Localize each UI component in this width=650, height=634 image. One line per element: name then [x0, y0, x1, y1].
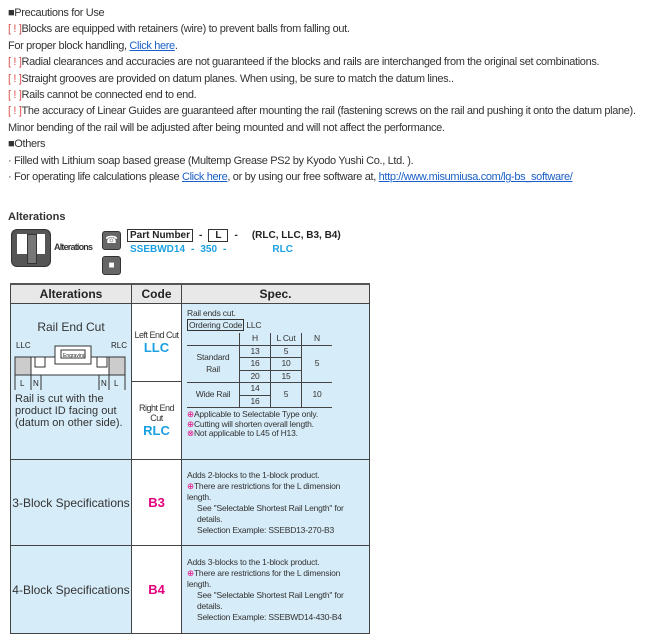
- rail-end-cut-spec: [182, 304, 370, 460]
- code-llc: [132, 304, 182, 382]
- precaution-item: [ ! ]Rails cannot be connected end to end.: [8, 89, 197, 102]
- dash: -: [191, 244, 195, 255]
- warning-mark: [ ! ]: [8, 23, 22, 36]
- precaution-item: [ ! ]Straight grooves are provided on datum planes. When using, be sure to match the datum lines..: [8, 72, 454, 85]
- precaution-item: [ ! ]The accuracy of Linear Guides are guaranteed after mounting the rail (fastening screws on the rail and pushing it onto the datum plane).: [8, 105, 636, 118]
- llc-label: LLC: [16, 341, 31, 350]
- grease-note: · Filled with Lithium soap based grease (Multemp Grease PS2 by Kyodo Yushi Co., Ltd. ).: [8, 154, 414, 167]
- b3-name: 3-Block Specifications: [11, 460, 132, 546]
- warning-mark: [ ! ]: [8, 56, 22, 69]
- header-code: Code: [132, 284, 182, 304]
- dash: -: [199, 230, 203, 241]
- rail-end-cut-description: Rail is cut with the product ID facing out (datum on other side).: [15, 393, 123, 429]
- b3-code: B3: [132, 460, 182, 546]
- b4-name: 4-Block Specifications: [11, 546, 132, 634]
- life-calc-line: · For operating life calculations please Click here, or by using our free software at, http://www.misumiusa.com/lg-bs_software/: [8, 171, 573, 184]
- cell: 13: [240, 345, 271, 358]
- precaution-item: [ ! ]Radial clearances and accuracies are not guaranteed if the blocks and rails are interchanged from the original set combinations.: [8, 56, 600, 69]
- part-number-example: [130, 244, 293, 255]
- software-link[interactable]: http://www.misumiusa.com/lg-bs_software/: [378, 171, 573, 184]
- cell: 14: [240, 383, 271, 396]
- rail-end-cut-title: Rail End Cut: [37, 320, 105, 334]
- prohibited-icon: ⊗: [187, 428, 194, 438]
- cell: 10: [302, 383, 333, 408]
- rail-cut-table: [187, 333, 332, 408]
- truck-icon: ■: [102, 256, 121, 275]
- rail-end-cut-cell: [11, 304, 132, 460]
- part-number-format: [127, 229, 341, 242]
- cell: 15: [271, 370, 302, 383]
- rlc-code: RLC: [143, 423, 170, 438]
- code-rlc: [132, 382, 182, 460]
- ordering-code-label: Ordering Code: [189, 319, 243, 330]
- info-icon: ⊕: [187, 480, 194, 491]
- l-dim-label: L: [20, 379, 25, 388]
- cell: 5: [302, 345, 333, 383]
- alterations-title: Alterations: [8, 211, 66, 223]
- left-end-cut-label: Left End Cut: [134, 330, 179, 340]
- l-dim-label: L: [114, 379, 119, 388]
- th-h: H: [240, 333, 271, 345]
- n-dim-label: N: [101, 379, 107, 388]
- right-end-cut-label: Right End Cut: [138, 403, 175, 423]
- dash: -: [223, 244, 227, 255]
- precautions-section: [8, 5, 648, 185]
- alterations-drill-icon: [11, 229, 51, 267]
- header-alterations: Alterations: [11, 284, 132, 304]
- b3-spec: Adds 2-blocks to the 1-block product. ⊕There are restrictions for the L dimension length. See "Selectable Shortest Rail Length" for details. Selection Example: SSEBD13-270-B3: [182, 460, 370, 546]
- ordering-code-value: LLC: [246, 319, 262, 330]
- life-calc-link[interactable]: Click here: [181, 171, 228, 184]
- warning-mark: [ ! ]: [8, 72, 22, 85]
- header-spec: Spec.: [182, 284, 370, 304]
- phone-icon: ☎: [102, 231, 121, 250]
- precaution-item: [ ! ]Blocks are equipped with retainers (wire) to prevent balls from falling out.: [8, 23, 350, 36]
- options-list: (RLC, LLC, B3, B4): [251, 230, 341, 241]
- alterations-icon-label: Alterations: [54, 242, 93, 252]
- others-heading: ■Others: [8, 138, 46, 151]
- cell: 10: [271, 358, 302, 371]
- b4-code: B4: [132, 546, 182, 634]
- warning-mark: [ ! ]: [8, 105, 22, 118]
- cell: 16: [240, 395, 271, 408]
- rail-end-cut-diagram: [11, 338, 129, 390]
- cell: 16: [240, 358, 271, 371]
- example-code: RLC: [272, 244, 293, 255]
- spec-line: Rail ends cut.: [187, 308, 236, 318]
- info-icon: ⊕: [187, 418, 194, 429]
- info-icon: ⊕: [187, 567, 194, 578]
- handling-line: For proper block handling, Click here.: [8, 39, 178, 52]
- cell: 20: [240, 370, 271, 383]
- th-n: N: [302, 333, 333, 345]
- handling-link[interactable]: Click here: [129, 39, 175, 52]
- cell: 5: [271, 345, 302, 358]
- part-number-label: Part Number: [127, 229, 193, 242]
- example-l: 350: [200, 244, 218, 255]
- rail-cut-notes: ⊕Applicable to Selectable Type only. ⊕Cutting will shorten overall length. ⊗Not applicable to L45 of H13.: [187, 409, 318, 438]
- example-part: SSEBWD14: [130, 244, 186, 255]
- bending-note: Minor bending of the rail will be adjusted after being mounted and will not affect the performance.: [8, 121, 445, 134]
- th-lcut: L Cut: [271, 333, 302, 345]
- warning-mark: [ ! ]: [8, 89, 22, 102]
- cell: 5: [271, 383, 302, 408]
- llc-code: LLC: [143, 340, 170, 355]
- ordering-code-line: [187, 320, 364, 332]
- standard-rail-label: Standard Rail: [187, 345, 240, 383]
- wide-rail-label: Wide Rail: [187, 383, 240, 408]
- engraving-label: Engraving: [63, 353, 86, 359]
- dash: -: [234, 230, 238, 241]
- rlc-label: RLC: [111, 341, 128, 350]
- precautions-heading: ■Precautions for Use: [8, 7, 105, 19]
- n-dim-label: N: [33, 379, 39, 388]
- alterations-table: [10, 283, 370, 634]
- info-icon: ⊕: [187, 409, 194, 419]
- b4-spec: Adds 3-blocks to the 1-block product. ⊕There are restrictions for the L dimension length. See "Selectable Shortest Rail Length" for details. Selection Example: SSEBWD14-430-B4: [182, 546, 370, 634]
- l-label: L: [208, 229, 228, 242]
